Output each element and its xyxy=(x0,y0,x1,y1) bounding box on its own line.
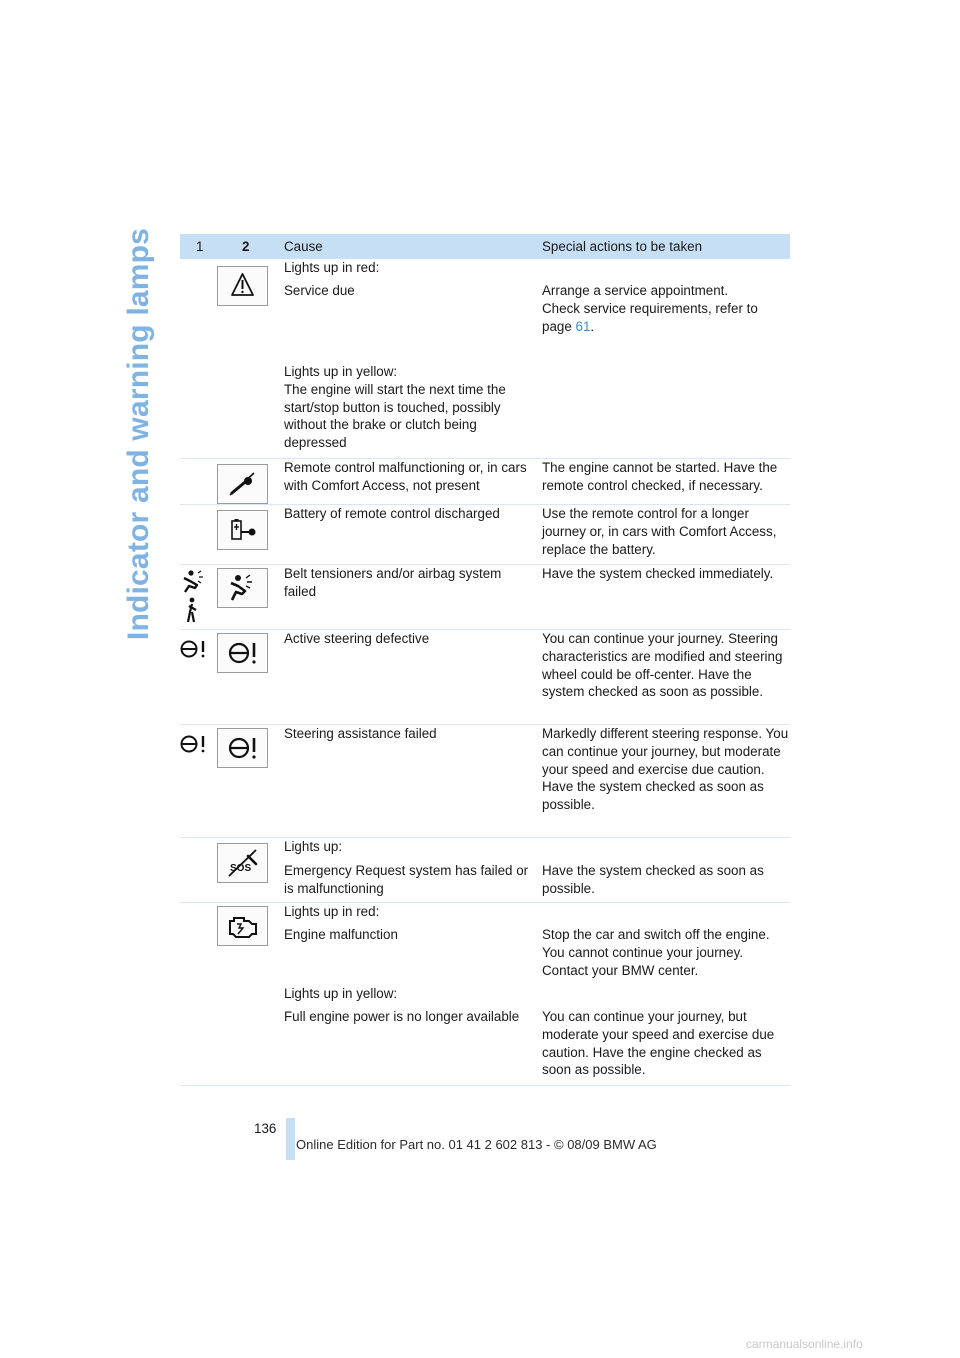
sos-crossed-icon xyxy=(217,843,268,883)
cause-text: Lights up in yellow: xyxy=(284,986,398,1001)
action-text xyxy=(542,282,790,335)
header-actions: Special actions to be taken xyxy=(542,239,703,254)
key-crossed-icon xyxy=(217,464,268,504)
cause-text: Lights up: xyxy=(284,839,343,854)
section-side-title xyxy=(122,227,156,641)
table-row xyxy=(180,505,790,565)
footer-edition-text: Online Edition for Part no. 01 41 2 602 813 - © 08/09 BMW AG xyxy=(296,1137,657,1152)
cause-text: Active steering defective xyxy=(284,631,430,646)
page-ref-prefix: page xyxy=(542,318,576,334)
table-header xyxy=(180,234,790,259)
warning-triangle-icon xyxy=(217,266,268,306)
cause-text: Engine malfunction xyxy=(284,927,398,942)
steering-warning-icon xyxy=(217,633,268,673)
cause-text: Steering assistance failed xyxy=(284,726,437,741)
table-row xyxy=(180,459,790,505)
table-row xyxy=(180,565,790,630)
cause-text: Full engine power is no longer available xyxy=(284,1009,520,1024)
engine-icon xyxy=(217,906,268,946)
table-row xyxy=(180,259,790,459)
steering-warning-icon xyxy=(217,728,268,768)
action-line: Arrange a service appointment. xyxy=(542,283,729,298)
footer-accent-bar xyxy=(286,1118,295,1160)
action-text: Markedly different steering response. You can continue your journey, but moderate your speed and exercise due caution. Have the system checked as soon as possible. xyxy=(542,726,789,813)
header-cause: Cause xyxy=(284,239,323,254)
action-text: You can continue your journey. Steering characteristics are modified and steering wheel could be off-center. Have the system checked as soon as possible. xyxy=(542,631,783,700)
cause-text: Belt tensioners and/or airbag system failed xyxy=(284,566,502,599)
page-number: 136 xyxy=(254,1121,277,1136)
airbag-icon xyxy=(180,568,210,624)
airbag-icon xyxy=(217,568,268,608)
key-battery-icon xyxy=(217,510,268,550)
cause-text: Lights up in yellow: The engine will start the next time the start/stop button is touched, possibly without the brake or clutch being depressed xyxy=(284,364,506,451)
action-line: Check service requirements, refer to xyxy=(542,300,758,316)
section-side-title-text: Indicator and warning lamps xyxy=(122,227,156,641)
cause-text: Lights up in red: xyxy=(284,904,380,919)
warning-lamps-table xyxy=(180,234,790,1086)
header-col-1: 1 xyxy=(196,239,204,254)
cause-text: Battery of remote control discharged xyxy=(284,506,500,521)
action-text: Use the remote control for a longer journey or, in cars with Comfort Access, replace the battery. xyxy=(542,506,777,557)
action-text: Have the system checked immediately. xyxy=(542,566,774,581)
table-row xyxy=(180,903,790,1086)
header-col-2: 2 xyxy=(242,239,250,254)
action-text: You can continue your journey, but moderate your speed and exercise due caution. Have the engine checked as soon as possible. xyxy=(542,1009,775,1078)
steering-warning-icon xyxy=(180,733,210,757)
action-text: The engine cannot be started. Have the remote control checked, if necessary. xyxy=(542,460,778,493)
page-reference-link[interactable]: 61 xyxy=(575,318,591,334)
cause-text: Remote control malfunctioning or, in cars with Comfort Access, not present xyxy=(284,460,527,493)
table-row xyxy=(180,725,790,838)
action-text: Stop the car and switch off the engine. You cannot continue your journey. Contact your BMW center. xyxy=(542,927,770,978)
cause-text: Service due xyxy=(284,283,355,298)
table-row xyxy=(180,838,790,903)
cause-text: Emergency Request system has failed or is malfunctioning xyxy=(284,863,529,896)
action-text: Have the system checked as soon as possible. xyxy=(542,863,764,896)
page-ref-suffix: . xyxy=(590,318,595,334)
table-row xyxy=(180,630,790,725)
svg-text:SOS: SOS xyxy=(230,863,252,874)
cause-text: Lights up in red: xyxy=(284,260,380,275)
steering-warning-icon xyxy=(180,638,210,662)
watermark: carmanualsonline.info xyxy=(746,1337,863,1351)
